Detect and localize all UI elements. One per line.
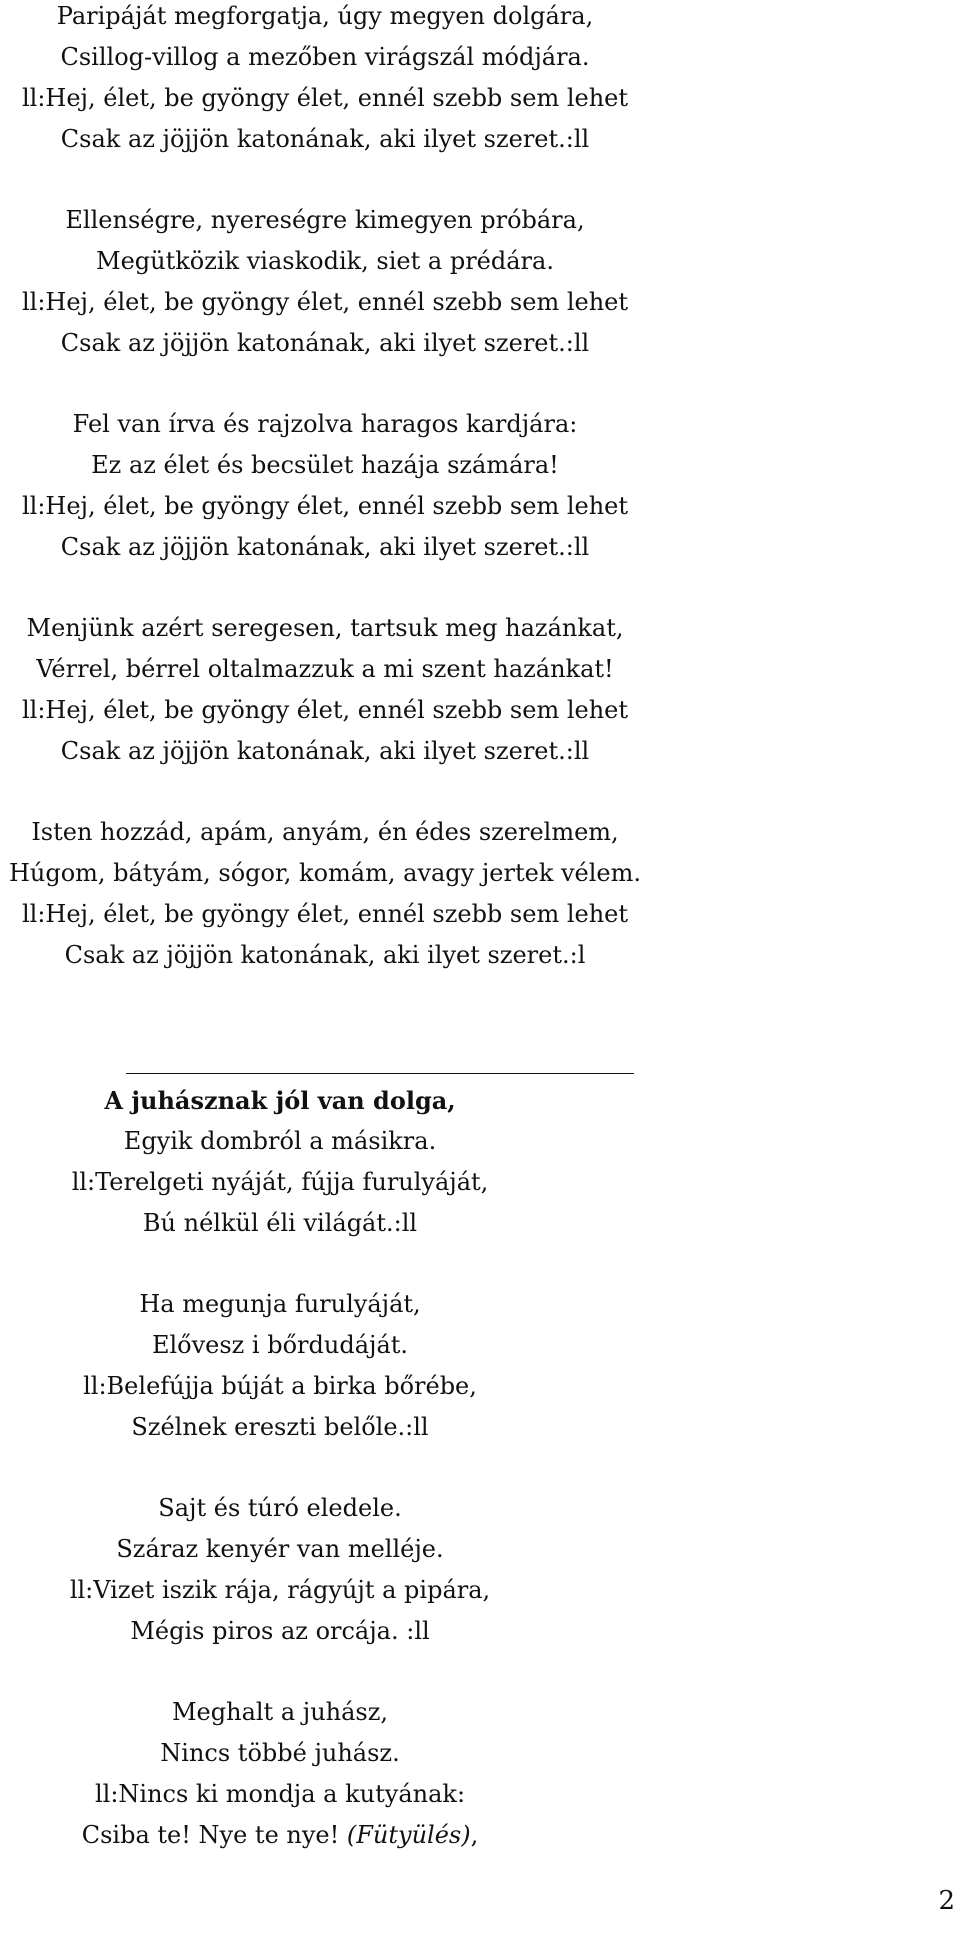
stanza-5 xyxy=(0,812,650,976)
verse-line: Elővesz i bőrdudáját. xyxy=(151,1331,409,1359)
verse-line: Nincs többé juhász. xyxy=(160,1739,400,1767)
refrain-line: ll:Vizet iszik rája, rágyújt a pipára, xyxy=(69,1576,491,1604)
verse-line: Egyik dombról a másikra. xyxy=(123,1127,437,1155)
stanza-4 xyxy=(0,608,650,772)
whistle-note: (Fütyülés) xyxy=(346,1821,471,1849)
refrain-line: ll:Hej, élet, be gyöngy élet, ennél szebb sem lehet xyxy=(21,900,629,928)
verse-line: Sajt és túró eledele. xyxy=(158,1494,402,1522)
refrain-line: Mégis piros az orcája. :ll xyxy=(130,1617,430,1645)
final-line-text: Csiba te! Nye te nye! xyxy=(81,1821,347,1849)
refrain-line: Csak az jöjjön katonának, aki ilyet szeret.:ll xyxy=(60,533,590,561)
verse-line: Meghalt a juhász, xyxy=(171,1698,389,1726)
stanza-3 xyxy=(0,404,650,568)
refrain-line: Csak az jöjjön katonának, aki ilyet szeret.:ll xyxy=(60,125,590,153)
refrain-line: ll:Hej, élet, be gyöngy élet, ennél szebb sem lehet xyxy=(21,696,629,724)
refrain-line: Szélnek ereszti belőle.:ll xyxy=(131,1413,429,1441)
stanza-2 xyxy=(0,200,650,364)
refrain-line: ll:Hej, élet, be gyöngy élet, ennél szebb sem lehet xyxy=(21,84,629,112)
stanza-1 xyxy=(0,0,650,160)
refrain-line: ll:Nincs ki mondja a kutyának: xyxy=(94,1780,466,1808)
stanza-4 xyxy=(60,1692,500,1856)
refrain-line: Csak az jöjjön katonának, aki ilyet szeret.:ll xyxy=(60,329,590,357)
verse-line: Ellenségre, nyereségre kimegyen próbára, xyxy=(65,206,585,234)
verse-line: Száraz kenyér van melléje. xyxy=(116,1535,444,1563)
song-title: A juhásznak jól van dolga, xyxy=(104,1086,456,1115)
song-2 xyxy=(60,1080,500,1856)
verse-line: Megütközik viaskodik, siet a prédára. xyxy=(96,247,554,275)
stanza-1 xyxy=(60,1080,500,1244)
verse-line: Fel van írva és rajzolva haragos kardjára: xyxy=(72,410,578,438)
final-line xyxy=(60,1815,500,1856)
verse-line: Isten hozzád, apám, anyám, én édes szerelmem, xyxy=(31,818,619,846)
final-line-punctuation: , xyxy=(470,1821,479,1849)
stanza-3 xyxy=(60,1488,500,1652)
song-1 xyxy=(0,0,650,976)
verse-line: Ha megunja furulyáját, xyxy=(139,1290,421,1318)
refrain-line: Csak az jöjjön katonának, aki ilyet szeret.:l xyxy=(64,941,586,969)
verse-line: Csillog-villog a mezőben virágszál módjára. xyxy=(60,43,590,71)
verse-line: Menjünk azért seregesen, tartsuk meg hazánkat, xyxy=(26,614,624,642)
refrain-line: Bú nélkül éli világát.:ll xyxy=(142,1209,418,1237)
page-number: 2 xyxy=(938,1886,955,1916)
refrain-line: ll:Hej, élet, be gyöngy élet, ennél szebb sem lehet xyxy=(21,288,629,316)
verse-line: Paripáját megforgatja, úgy megyen dolgára, xyxy=(56,2,594,30)
refrain-line: ll:Terelgeti nyáját, fújja furulyáját, xyxy=(71,1168,489,1196)
stanza-2 xyxy=(60,1284,500,1448)
refrain-line: Csak az jöjjön katonának, aki ilyet szeret.:ll xyxy=(60,737,590,765)
section-divider xyxy=(126,1073,634,1074)
verse-line: Húgom, bátyám, sógor, komám, avagy jertek vélem. xyxy=(8,859,642,887)
refrain-line: ll:Belefújja búját a birka bőrébe, xyxy=(83,1372,477,1400)
verse-line: Ez az élet és becsület hazája számára! xyxy=(91,451,559,479)
verse-line: Vérrel, bérrel oltalmazzuk a mi szent hazánkat! xyxy=(36,655,614,683)
refrain-line: ll:Hej, élet, be gyöngy élet, ennél szebb sem lehet xyxy=(21,492,629,520)
